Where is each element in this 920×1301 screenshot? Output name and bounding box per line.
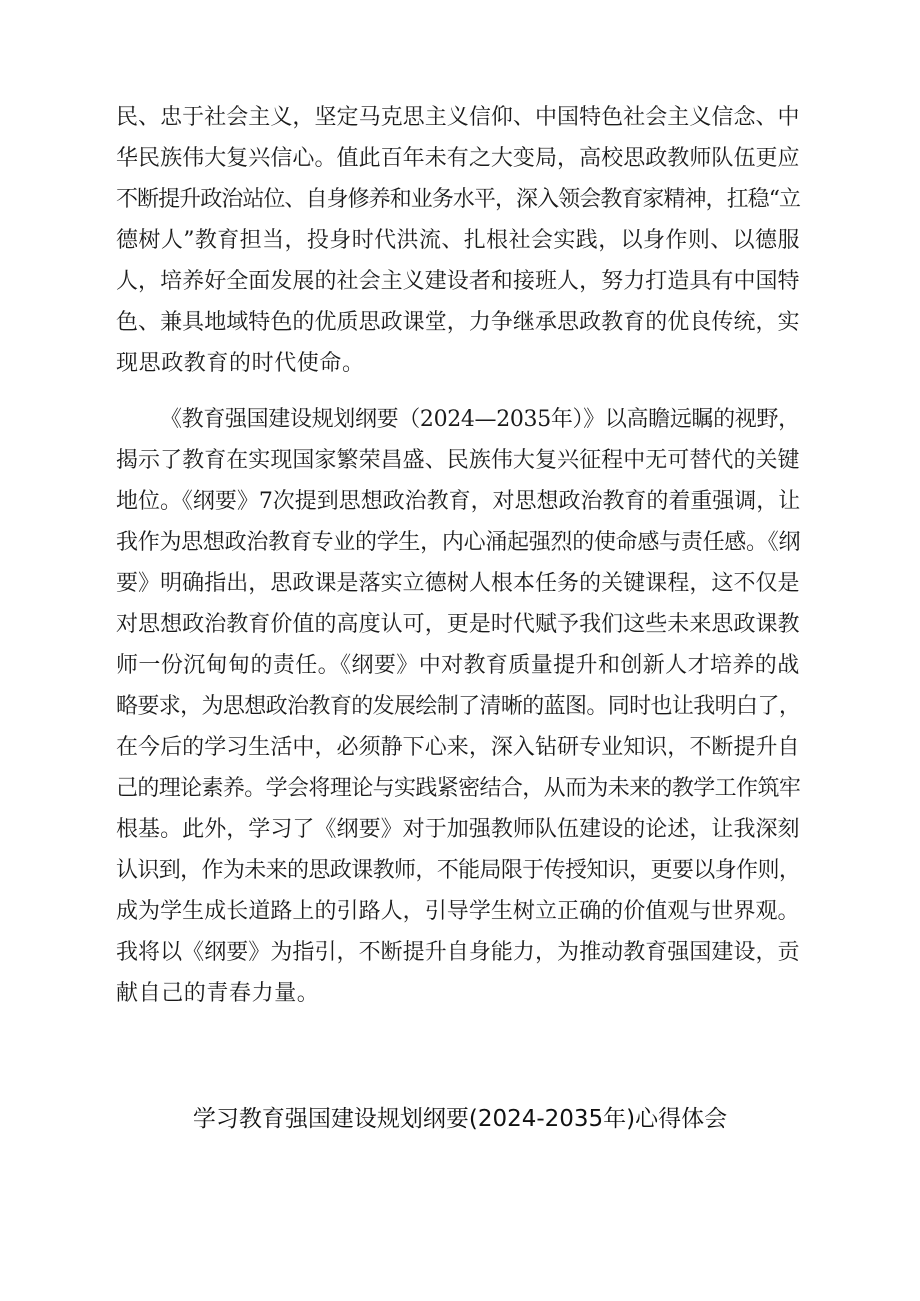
paragraph1-line: 华民族伟大复兴信心。值此百年未有之大变局，高校思政教师队伍更应 <box>116 146 800 171</box>
paragraph1-line: 现思政教育的时代使命。 <box>116 351 365 376</box>
paragraph1-line: 色、兼具地域特色的优质思政课堂，力争继承思政教育的优良传统，实 <box>116 310 800 335</box>
paragraph2-line: 根基。此外，学习了《纲要》对于加强教师队伍建设的论述，让我深刻 <box>116 817 800 842</box>
paragraph2-line: 揭示了教育在实现国家繁荣昌盛、民族伟大复兴征程中无可替代的关键 <box>116 448 800 473</box>
paragraph1-line: 民、忠于社会主义，坚定马克思主义信仰、中国特色社会主义信念、中 <box>116 105 800 130</box>
section-heading: 学习教育强国建设规划纲要(2024-2035年)心得体会 <box>192 1106 728 1132</box>
paragraph2-line: 对思想政治教育价值的高度认可，更是时代赋予我们这些未来思政课教 <box>116 612 800 637</box>
paragraph2-line: 要》明确指出，思政课是落实立德树人根本任务的关键课程，这不仅是 <box>116 571 800 596</box>
paragraph2-line: 献自己的青春力量。 <box>116 981 320 1006</box>
paragraph2-line: 师一份沉甸甸的责任。《纲要》中对教育质量提升和创新人才培养的战 <box>116 653 800 678</box>
paragraph2-line: 我将以《纲要》为指引，不断提升自身能力，为推动教育强国建设，贡 <box>116 940 800 965</box>
paragraph2-line: 认识到，作为未来的思政课教师，不能局限于传授知识，更要以身作则， <box>116 858 801 883</box>
paragraph2-line: 地位。《纲要》7次提到思想政治教育，对思想政治教育的着重强调，让 <box>116 489 801 514</box>
paragraph2-line: 《教育强国建设规划纲要（2024—2035年）》以高瞻远瞩的视野， <box>160 407 800 432</box>
paragraph2-line: 在今后的学习生活中，必须静下心来，深入钻研专业知识，不断提升自 <box>116 735 800 760</box>
paragraph1-line: 德树人”教育担当，投身时代洪流、扎根社会实践，以身作则、以德服 <box>116 228 800 253</box>
paragraph1-line: 人，培养好全面发展的社会主义建设者和接班人，努力打造具有中国特 <box>116 269 800 294</box>
paragraph2-line: 略要求，为思想政治教育的发展绘制了清晰的蓝图。同时也让我明白了， <box>116 694 801 719</box>
paragraph1-line: 不断提升政治站位、自身修养和业务水平，深入领会教育家精神，扛稳“立 <box>116 187 801 212</box>
paragraph2-line: 我作为思想政治教育专业的学生，内心涌起强烈的使命感与责任感。《纲 <box>116 530 801 555</box>
paragraph2-line: 成为学生成长道路上的引路人，引导学生树立正确的价值观与世界观。 <box>116 899 800 924</box>
paragraph2-line: 己的理论素养。学会将理论与实践紧密结合，从而为未来的教学工作筑牢 <box>116 776 801 801</box>
